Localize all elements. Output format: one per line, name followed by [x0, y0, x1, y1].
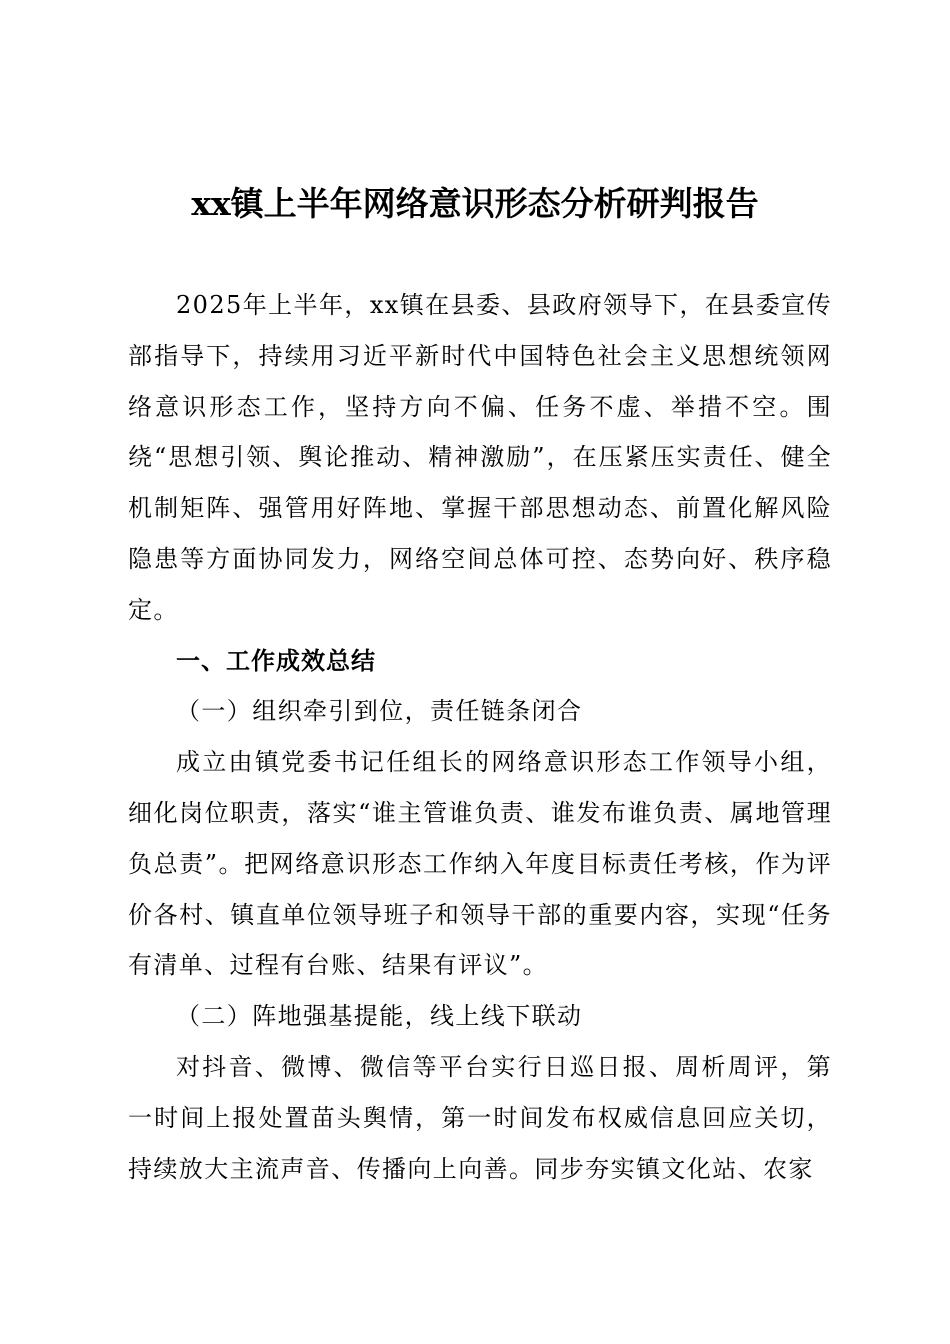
subsection-heading-2: （二）阵地强基提能，线上线下联动: [176, 1002, 583, 1031]
subsection-heading-1: （一）组织牵引到位，责任链条闭合: [176, 697, 583, 726]
intro-paragraph: 2025年上半年，xx镇在县委、县政府领导下，在县委宣传部指导下，持续用习近平新时代中国特色社会主义思想统领网络意识形态工作，坚持方向不偏、任务不虚、举措不空。围绕“思想引领、舆论推动、精神激励”，在压紧压实责任、健全机制矩阵、强管用好阵地、掌握干部思想动态、前置化解风险隐患等方面协同发力，网络空间总体可控、态势向好、秩序稳定。: [128, 291, 832, 624]
subsection-paragraph-1: 成立由镇党委书记任组长的网络意识形态工作领导小组，细化岗位职责，落实“谁主管谁负责、谁发布谁负责、属地管理负总责”。把网络意识形态工作纳入年度目标责任考核，作为评价各村、镇直单位领导班子和领导干部的重要内容，实现“任务有清单、过程有台账、结果有评议”。: [128, 748, 832, 980]
document-title: xx镇上半年网络意识形态分析研判报告: [191, 184, 759, 223]
subsection-paragraph-2: 对抖音、微博、微信等平台实行日巡日报、周析周评，第一时间上报处置苗头舆情，第一时间发布权威信息回应关切，持续放大主流声音、传播向上向善。同步夯实镇文化站、农家: [128, 1052, 832, 1183]
document-body: [128, 280, 832, 1194]
section-heading-1: 一、工作成效总结: [176, 645, 376, 675]
